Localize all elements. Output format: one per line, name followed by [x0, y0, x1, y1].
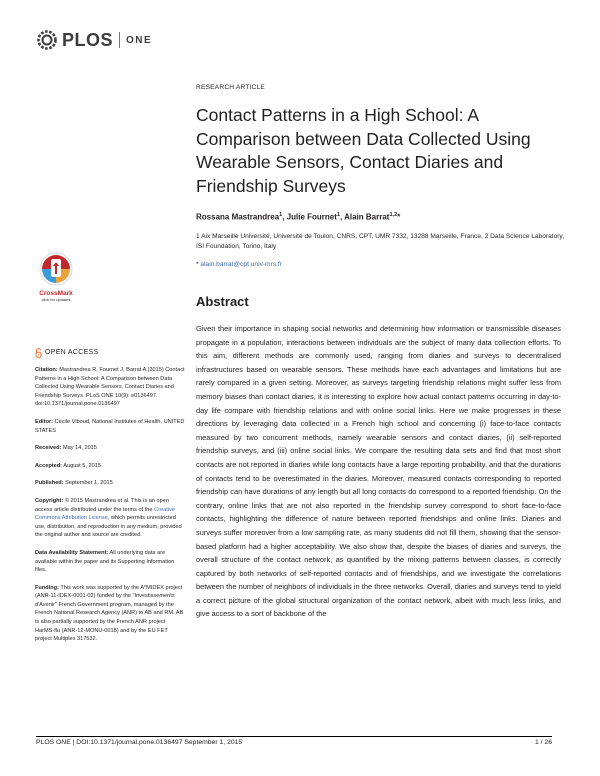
license-link[interactable]: Creative Commons Attribution License: [35, 506, 175, 522]
copyright-block: [35, 497, 185, 540]
accepted-date: August 5, 2015: [63, 462, 101, 469]
plos-logo-icon: [36, 29, 58, 51]
corresponding-mark: *: [397, 212, 401, 222]
crossmark-badge[interactable]: [35, 250, 77, 302]
open-access: [35, 348, 185, 358]
author-sup: 1: [336, 212, 340, 218]
citation-label: Citation:: [35, 367, 58, 373]
published-date: September 1, 2015: [65, 480, 113, 487]
copyright-pre: © 2015 Mastrandrea et al. This is an open access article distributed under the terms of the: [35, 497, 169, 513]
open-lock-icon: [35, 348, 42, 358]
received-label: Received:: [35, 445, 62, 452]
copyright-label: Copyright:: [35, 497, 64, 504]
accepted-block: [35, 462, 185, 471]
author-name[interactable]: Julie Fournet: [286, 212, 337, 222]
data-availability-label: Data Availability Statement:: [35, 549, 109, 556]
corresponding-email: [196, 261, 282, 268]
received-block: [35, 444, 185, 453]
author-list: Rossana Mastrandrea$^1$, Julie Fournet$^1$, Alain Barrat$^{1,2}$*: [196, 212, 401, 222]
open-access-label: OPEN ACCESS: [45, 348, 99, 356]
citation-block: [35, 366, 185, 409]
funding-block: [35, 584, 185, 644]
logo-text: PLOS: [62, 29, 114, 50]
page-footer: [36, 736, 552, 746]
logo-sub: ONE: [126, 34, 153, 46]
crossmark-label: CrossMark: [39, 290, 73, 297]
data-availability-text: All underlying data are available within the paper and its Supporting Information files.: [35, 549, 175, 574]
email-link[interactable]: alain.barrat@cpt.univ-mrs.fr: [200, 261, 282, 268]
author-name[interactable]: Rossana Mastrandrea: [196, 212, 280, 222]
page-number: 1 / 26: [534, 739, 552, 746]
footer-citation: PLOS ONE | DOI:10.1371/journal.pone.0136497 September 1, 2015: [36, 739, 243, 746]
article-sidebar: [35, 348, 185, 653]
logo-divider: [119, 32, 120, 48]
accepted-label: Accepted:: [35, 462, 63, 469]
citation-text: Mastrandrea R, Fournet J, Barrat A (2015) Contact Patterns in a High School: A Comparison between Data Collected Using Wearable Sensors, Contact Diaries and Friendship Surveys. PLoS ONE 10(9): e0136497. doi:10.1371/journal.pone.0136497: [35, 367, 185, 408]
abstract-heading: Abstract: [196, 294, 249, 309]
data-availability-block: [35, 549, 185, 575]
affiliations: 1 Aix Marseille Université, Université de Toulon, CNRS, CPT, UMR 7332, 13288 Marseille, France, 2 Data Science Laboratory, ISI Foundation, Torino, Italy: [196, 233, 565, 250]
crossmark-icon: [35, 250, 77, 292]
abstract-text: Given their importance in shaping social networks and determining how information or transmissible diseases propagate in a population, interactions between individuals are the subject of many data collection efforts. To this aim, different methods are commonly used, ranging from diaries and surveys to decentralised infrastructures based on wearable sensors. These methods have each advantages and limitations but are rarely compared in a given setting. Moreover, as surveys targeting friendship relations might suffer less from memory biases than contact diaries, it is interesting to explore how actual contact patterns occurring in day-to-day life compare with friendship relations and with online social links. Here we make progresses in these directions by leveraging data collected in a French high school and concerning (i) face-to-face contacts measured by two concurrent methods, namely wearable sensors and contact diaries, (ii) self-reported friendship surveys, and (iii) online social links. We compare the resulting data sets and find that most short contacts are not reported in diaries while long contacts have a large reporting probability, and that the durations of contacts tend to be overestimated in the diaries. Moreover, measured contacts corresponding to reported friendship can have durations of any length but all long contacts do correspond to a reported friendship. On the contrary, online links that are not also reported in the friendship survey correspond to short face-to-face contacts, highlighting the difference of nature between reported friendships and online links. Diaries and surveys suffer moreover from a low sampling rate, as many students did not fill them, showing that the sensor-based platform had a higher acceptability. We also show that, despite the biases of diaries and surveys, the overall structure of the contact network, as quantified by the mixing patterns between classes, is correctly captured by both networks of self-reported contacts and of friendships, and we investigate the correlations between the number of neighbors of individuals in the three networks. Overall, diaries and surveys tend to yield a correct picture of the global structural organization of the contact network, albeit with much less links, and give access to a sort of backbone of the: [196, 324, 561, 619]
funding-label: Funding:: [35, 584, 59, 591]
crossmark-sub: click for updates: [41, 297, 71, 302]
editor-block: [35, 418, 185, 435]
copyright-post: , which permits unrestricted use, distribution, and reproduction in any medium, provided the original author and source are credited.: [35, 515, 182, 539]
email-mark: *: [196, 261, 199, 268]
article-type: RESEARCH ARTICLE: [196, 84, 266, 91]
editor-text: Cecile Viboud, National Institutes of Health, UNITED STATES: [35, 418, 185, 434]
plos-one-logo: [36, 28, 152, 52]
published-label: Published:: [35, 480, 64, 487]
published-block: [35, 479, 185, 488]
editor-label: Editor:: [35, 418, 54, 425]
article-title: Contact Patterns in a High School: A Comparison between Data Collected Using Wearable Sensors, Contact Diaries and Friendship Surveys: [196, 105, 531, 196]
funding-text: This work was supported by the A*MIDEX project (ANR-11-IDEX-0001-02) funded by the "Investissements d'Avenir" French Government program, managed by the French National Research Agency (ANR) to AB and RM. AB is also partially supported by the French ANR project HarMS-flu (ANR-12-MONU-0018) and by the EU FET project Multiplex 317532.: [35, 584, 184, 643]
author-sup: 1: [279, 212, 283, 218]
received-date: May 14, 2015: [63, 445, 97, 452]
author-name[interactable]: Alain Barrat: [344, 212, 390, 222]
author-sup: 1,2: [389, 212, 398, 218]
